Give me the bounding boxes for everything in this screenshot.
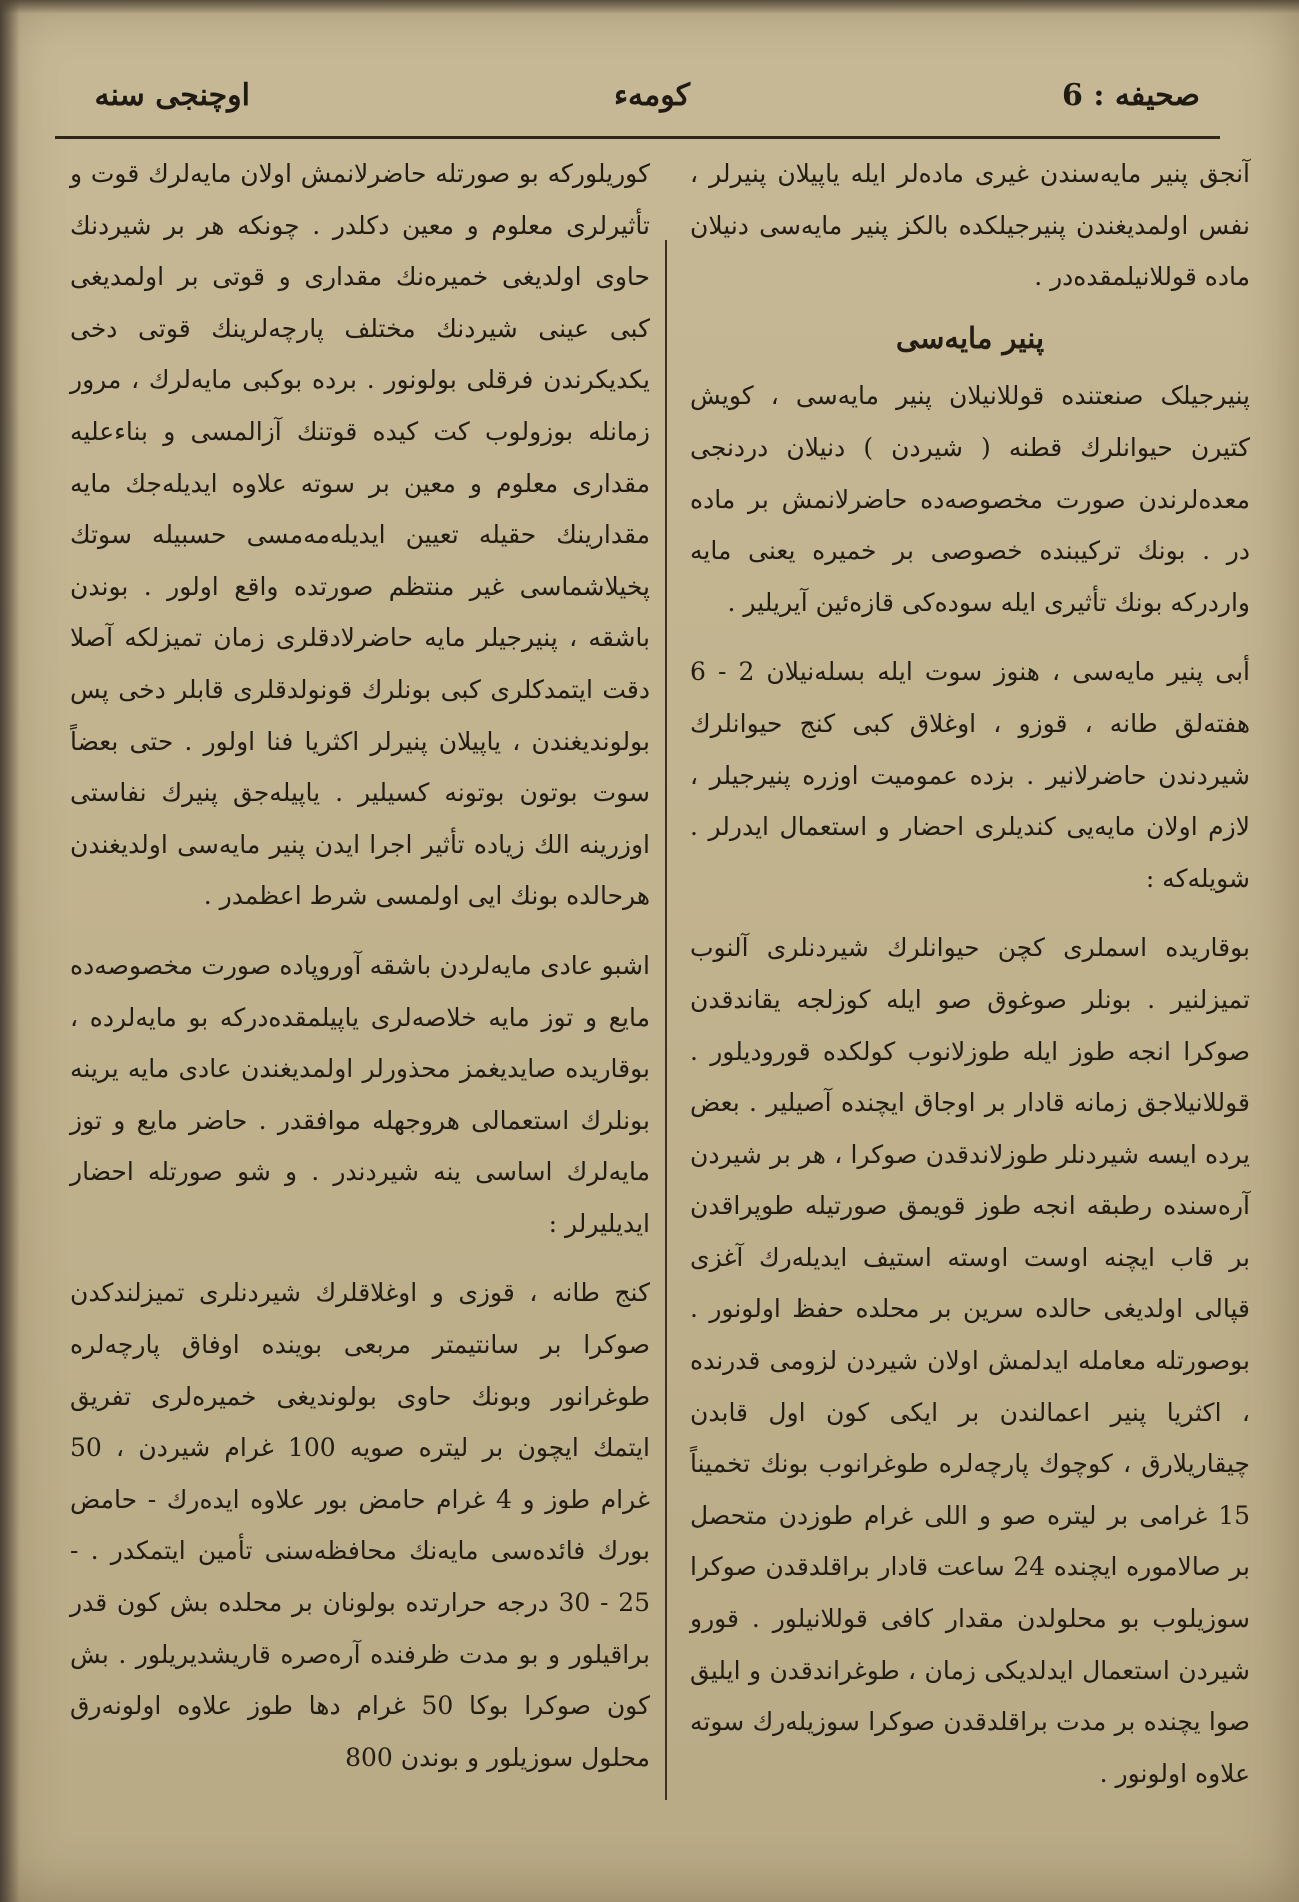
paragraph: کنج طانه ، قوزی و اوغلاقلرك شیردنلری تمیزلندکدن صوکرا بر سانتیمتر مربعی بوینده اوفاق پارچه‌لره طوغرانور وبونك حاوی بولوندیغی خمیره‌لری تفریق ایتمك ایچون بر لیتره صویه 100 غرام شیردن ، 50 غرام طوز و 4 غرام حامض بور علاوه ایده‌رك - حامض بورك فائده‌سی مایه‌نك محافظه‌سنی تأمین ایتمکدر . - 25 - 30 درجه حرارتده بولونان بر محلده بش کون قدر براقیلور و بو مدت ظرفنده آره‌صره قاریشدیریلور . بش کون صوکرا بوکا 50 غرام دها طوز علاوه اولونه‌رق محلول سوزیلور و بوندن 800 — [70, 1278, 651, 1772]
left-column — [70, 148, 650, 1783]
column-divider — [665, 240, 667, 1800]
intro-paragraph: آنجق پنیر مایه‌سندن غیری ماده‌لر ایله یاپیلان پنیرلر ، نفس اولمدیغندن پنیرجیلکده بالکز پنیر مایه‌سی دنیلان ماده قوللانیلمقده‌در . — [690, 159, 1250, 292]
page-header — [60, 70, 1210, 130]
header-rule — [55, 136, 1220, 139]
paragraph: پنیرجیلک صنعتنده قوللانیلان پنیر مایه‌سی ، کویش کتیرن حیوانلرك قطنه ( شیردن ) دنیلان دردنجی معده‌لرندن صورت مخصوصه‌ده حاضرلانمش بر ماده‌ در . بونك ترکیبنده خصوصی بر خمیره یعنی مایه واردرکه بونك تأثیری ایله سوده‌کی قازه‌ئین آیریلیر . — [690, 381, 1250, 617]
paragraph: اشبو عادی مایه‌لردن باشقه آوروپاده صورت مخصوصه‌ده مایع و توز مایه خلاصه‌لری یاپیلمقده‌درکه بو مایه‌لرده ، بوقاریده صایدیغمز محذورلر اولمدیغندن عادی مایه یرینه بونلرك استعمالی هروجهله موافقدر . حاضر مایع و توز مایه‌لرك اساسی ینه شیردندر . و شو صورتله احضار ایدیلیرلر : — [70, 950, 650, 1238]
right-column — [690, 148, 1250, 1799]
scan-shadow-left — [0, 0, 20, 1902]
journal-title: کومه‌ء — [613, 78, 690, 113]
paragraph: أبی پنیر مایه‌سی ، هنوز سوت ایله بسله‌نیلان 2 - 6 هفته‌لق طانه ، قوزو ، اوغلاق کبی کنج حیوانلرك شیردندن حاضرلانیر . بزده عمومیت اوزره پنیرجیلر ، لازم اولان مایه‌یی کندیلری احضار و استعمال ایدرلر . شویله‌که : — [690, 657, 1251, 893]
paragraph: کوریلورکه بو صورتله حاضرلانمش اولان مایه‌لرك قوت و تأثیرلری معلوم و معین دکلدر . چونکه هر بر شیردنك حاوی اولدیغی خمیره‌نك مقداری و قوتی بر اولمدیغی کبی عینی شیردنك مختلف پارچه‌لرینك قوتی دخی یکدیکرندن فرقلی بولونور . برده بوکبی مایه‌لرك ، مرور زمانله بوزولوب کت کیده قوتنك آزالمسی و بناءعلیه مقداری معلوم و معین بر سوته علاوه ایدیله‌جك مایه مقدارینك حقیله تعیین ایدیله‌مه‌مسی حسبیله سوتك پخیلاشماسی غیر منتظم صورتده واقع اولور . بوندن باشقه ، پنیرجیلر مایه حاضرلادقلری زمان تمیزلکه آصلا دقت ایتمدکلری کبی بونلرك قونولدقلری قابلر دخی پس بولوندیغندن ، یاپیلان پنیرلر اکثریا فنا اولور . حتی بعضاً سوت بوتون بوتونه کسیلیر . یاپیله‌جق پنیرك نفاستی اوزرینه الك زیاده تأثیر اجرا ایدن پنیر مایه‌سی اولدیغندن هرحالده بونك ایی اولمسی شرط اعظمدر . — [70, 159, 650, 911]
page-number-label: صحیفه : 6 — [1062, 78, 1200, 113]
section-heading: پنیر مایه‌سی — [895, 320, 1045, 355]
scan-shadow-top — [0, 0, 1299, 14]
paragraph: بوقاریده اسملری کچن حیوانلرك شیردنلری آلنوب تمیزلنیر . بونلر صوغوق صو ایله کوزلجه یقاندقدن صوکرا انجه طوز ایله طوزلانوب کولکده قورودیلور . قوللانیلاجق زمانه قادار بر اوجاق ایچنده آصیلیر . بعض یرده ایسه شیردنلر طوزلاندقدن صوکرا ، هر بر شیردن آره‌سنده رطبقه انجه طوز قویمق صورتیله طوپراقدن بر قاب ایچنه اوست اوسته استیف ایدیله‌رك آغزی قپالی اولدیغی حالده سرین بر محلده حفظ اولونور . بوصورتله معامله ایدلمش اولان شیردن لزومی قدرنده ، اکثریا پنیر اعمالندن بر ایکی کون اول قابدن چیقاریلارق ، کوچوك پارچه‌لره طوغرانوب بونك تخمیناً 15 غرامی بر لیتره صو و اللی غرام طوزدن متحصل بر صالاموره ایچنده 24 ساعت قادار براقلدقدن صوکرا سوزیلوب بو محلولدن مقدار کافی قوللانیلور . قورو شیردن استعمال ایدلدیکی زمان ، طوغراندقدن و ایلیق صوا یچنده بر مدت براقلدقدن صوکرا سوزیله‌رك سوته علاوه اولونور . — [690, 933, 1250, 1788]
issue-label: اوچنجی سنه — [94, 78, 250, 113]
